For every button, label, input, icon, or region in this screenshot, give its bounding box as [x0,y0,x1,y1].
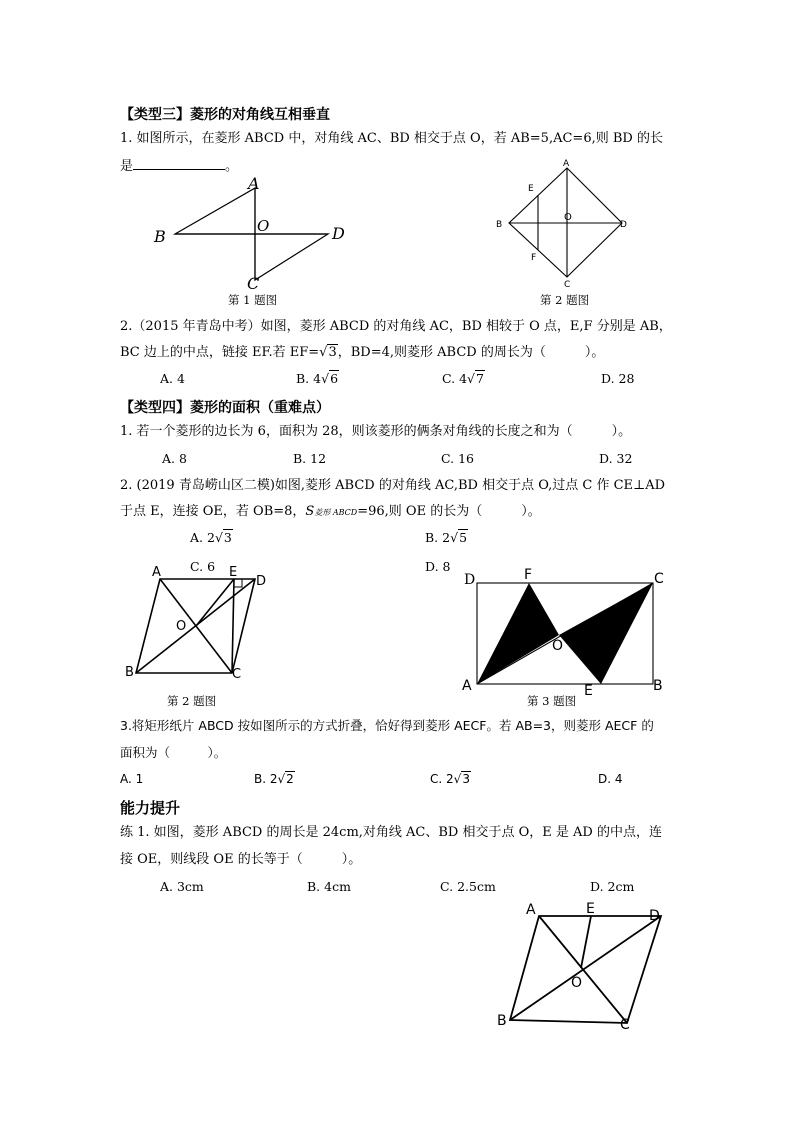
ability-heading: 能力提升 [120,799,181,817]
type3-q1-suffix: 。 [225,159,239,174]
type4-q1-option-c: C. 16 [441,451,474,466]
answer-blank [133,157,225,170]
fig-t4q2-label-c: C [232,667,242,682]
figure-1-rhombus [150,172,350,290]
fig1-label-c: C [247,274,260,290]
sqrt-symbol: √2 [277,772,294,786]
fig3-shaded-left [477,583,559,684]
sqrt-symbol: √7 [467,371,484,386]
type4-q1-option-d: D. 32 [599,451,633,466]
fig1-label-o: O [257,217,270,235]
fig2-label-c: C [564,280,571,288]
type3-q2-line2-suffix: ，BD=4,则菱形 ABCD 的周长为（ ）。 [337,345,605,360]
type3-heading: 【类型三】菱形的对角线互相垂直 [120,107,330,123]
fig-segment-ce [232,579,234,673]
fig3-label-b: B [653,678,663,694]
type4-q2-line2-suffix: =96,则 OE 的长为（ ）。 [357,504,541,519]
fig-ab-label-c: C [620,1017,630,1033]
type4-q3-option-b: B. 2√2 [254,772,294,786]
fig2-label-e: E [528,184,534,194]
fig-t4q2-label-e: E [229,565,238,580]
figure-ability-rhombus [494,896,674,1034]
fig-t4q2-label-b: B [125,665,134,680]
sqrt-symbol: √3 [319,345,337,360]
fig-ab-label-o: O [571,975,583,991]
type3-q1-line1: 1. 如图所示，在菱形 ABCD 中，对角线 AC、BD 相交于点 O，若 AB=5,AC=6,则 BD 的长 [120,131,663,146]
fig1-caption: 第 1 题图 [228,293,278,307]
sqrt-symbol: √3 [453,772,470,786]
fig2-label-a: A [563,159,570,169]
fig-segment-oe [581,916,591,968]
fig-ab-label-d: D [649,908,660,924]
sqrt-symbol: √6 [321,371,339,386]
type4-q2-option-d: D. 8 [425,559,451,574]
type4-q1-option-a: A. 8 [162,451,187,466]
type4-q2-line2-prefix: 于点 E，连接 OE，若 OB=8， [120,504,306,519]
type4-q3-option-d: D. 4 [598,772,623,786]
ability-p1-option-a: A. 3cm [160,879,204,894]
type3-q2-line1: 2.（2015 年青岛中考）如图，菱形 ABCD 的对角线 AC，BD 相较于 O 点，E,F 分别是 AB， [120,319,672,334]
fig2-label-d: D [620,220,627,230]
ability-p1-option-b: B. 4cm [307,879,351,894]
type4-q3-line1: 3.将矩形纸片 ABCD 按如图所示的方式折叠，恰好得到菱形 AECF。若 AB=3，则菱形 AECF 的 [120,718,654,733]
fig2-label-o: O [564,212,572,223]
fig3-label-f: F [524,567,533,583]
type4-fig3-caption: 第 3 题图 [527,694,577,708]
fig3-label-a: A [462,678,472,694]
figure-type4-q2-rhombus [120,563,280,688]
fig-ab-label-a: A [526,902,536,918]
type4-q1-option-b: B. 12 [293,451,327,466]
sqrt-symbol: √5 [450,530,468,545]
fig-ab-label-b: B [497,1013,507,1029]
fig2-label-f: F [531,253,537,263]
sqrt-radicand: 3 [328,345,337,360]
type4-heading: 【类型四】菱形的面积（重难点） [120,400,330,416]
ability-p1-line2: 接 OE，则线段 OE 的长等于（ ）。 [120,852,362,867]
type4-q2-line1: 2. (2019 青岛崂山区二模)如图,菱形 ABCD 的对角线 AC,BD 相交于点 O,过点 C 作 CE⊥AD [120,478,666,493]
type3-q2-option-d: D. 28 [601,371,635,386]
type4-q3-option-c: C. 2√3 [430,772,470,786]
figure-3-rectangle [455,566,675,696]
fig-t4q2-label-a: A [152,565,161,580]
fig3-label-o: O [552,638,564,654]
fig-t4q2-label-d: D [256,574,267,589]
fig1-label-d: D [332,224,345,243]
fig-ab-label-e: E [586,901,595,917]
fig-t4q2-label-o: O [176,619,187,634]
ability-p1-line1: 练 1. 如图，菱形 ABCD 的周长是 24cm,对角线 AC、BD 相交于点 O，E 是 AD 的中点，连 [120,825,662,840]
ability-p1-option-c: C. 2.5cm [440,879,496,894]
fig3-label-e: E [584,683,593,696]
type3-q2-option-b: B. 4√6 [296,371,339,386]
ability-p1-option-d: D. 2cm [590,879,635,894]
type4-q1-line: 1. 若一个菱形的边长为 6，面积为 28，则该菱形的俩条对角线的长度之和为（ ）。 [120,424,632,439]
area-subscript: 菱形 ABCD [314,508,358,517]
area-symbol: S [305,504,315,519]
type3-q2-line2-prefix: BC 边上的中点，链接 EF.若 EF= [120,345,320,360]
type3-q2-line2 [120,344,604,362]
fig2-label-b: B [496,220,503,230]
sqrt-symbol: √3 [214,530,232,545]
type4-q2-option-c: C. 6 [190,559,216,574]
type4-q3-line2: 面积为（ ）。 [120,745,227,760]
type3-q2-option-a: A. 4 [160,371,185,386]
fig3-shaded-right [559,583,653,684]
type4-q2-option-b: B. 2√5 [425,530,468,545]
fig1-label-a: A [248,174,260,193]
fig2-caption: 第 2 题图 [540,293,590,307]
fig1-label-b: B [154,227,166,246]
fig-segment-oe [196,579,234,626]
type4-q2-option-a: A. 2√3 [190,530,232,545]
fig3-label-d: D [464,572,476,588]
type4-fig2-caption: 第 2 题图 [167,694,217,708]
type4-q2-line2 [120,503,541,522]
fig3-label-c: C [654,571,664,587]
type3-q1-prefix: 是 [120,159,134,174]
figure-2-rhombus [492,156,637,288]
type3-q2-option-c: C. 4√7 [442,371,484,386]
type4-q3-option-a: A. 1 [120,772,144,786]
